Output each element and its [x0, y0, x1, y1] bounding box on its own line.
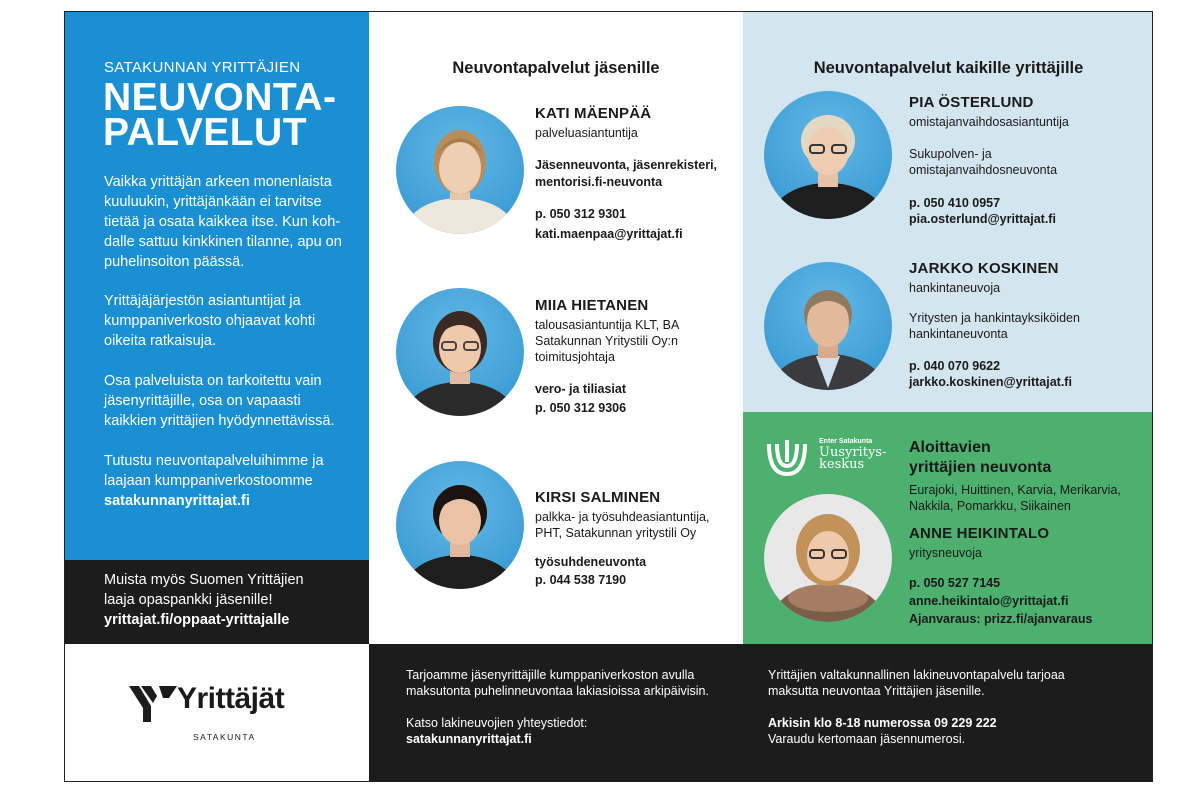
person-name: MIIA HIETANEN	[535, 297, 649, 314]
text-line: puhelinsoiton päässä.	[104, 254, 245, 270]
text-line: Uusyritys-	[819, 445, 887, 460]
text-line: Osa palveluista on tarkoitettu vain	[104, 373, 322, 389]
legal-advice-phone[interactable]: Arkisin klo 8-18 numerossa 09 229 222	[768, 716, 997, 730]
text-line: Yritysten ja hankintayksiköiden	[909, 311, 1080, 325]
logo-area	[65, 644, 369, 782]
guide-bank-link[interactable]: yrittajat.fi/oppaat-yrittajalle	[104, 612, 290, 628]
text-line: Jäsenneuvonta, jäsenrekisteri,	[535, 158, 718, 172]
text-line: Tarjoamme jäsenyrittäjille kumppaniverkoston avulla	[406, 668, 695, 682]
uusyrityskeskus-logo-icon	[765, 438, 809, 478]
startup-advice-panel	[743, 412, 1153, 644]
person-phone[interactable]: p. 044 538 7190	[535, 573, 627, 587]
person-role: palveluasiantuntija	[535, 126, 638, 140]
person-phone[interactable]: p. 040 070 9622	[909, 359, 1001, 373]
text-line: talousasiantuntija KLT, BA	[535, 318, 680, 332]
text-line: Eurajoki, Huittinen, Karvia, Merikarvia,	[909, 483, 1121, 497]
person-photo-kati	[396, 106, 524, 234]
portrait-icon	[764, 91, 892, 219]
text-line: Muista myös Suomen Yrittäjien	[104, 572, 304, 588]
person-phone[interactable]: p. 050 527 7145	[909, 576, 1001, 590]
text-line: keskus	[819, 457, 865, 472]
members-heading: Neuvontapalvelut jäsenille	[452, 59, 660, 77]
text-line: oikeita ratkaisuja.	[104, 333, 217, 349]
text-line: Vaikka yrittäjän arkeen monenlaista	[104, 174, 332, 190]
portrait-icon	[764, 494, 892, 622]
text-line: maksutonta puhelinneuvontaa lakiasioissa arkipäivisin.	[406, 684, 709, 698]
text-line: yrittäjien neuvonta	[909, 459, 1052, 476]
legal-advice-footer	[369, 644, 1153, 782]
person-photo-anne	[764, 494, 892, 622]
intro-paragraph-2	[104, 291, 349, 351]
person-services: työsuhdeneuvonta	[535, 555, 647, 569]
text-line: tietää ja osata kaikkea itse. Kun koh-	[104, 214, 341, 230]
person-email[interactable]: pia.osterlund@yrittajat.fi	[909, 212, 1056, 226]
person-description	[909, 146, 1057, 178]
service-areas	[909, 482, 1121, 514]
person-phone[interactable]: p. 050 312 9306	[535, 401, 627, 415]
text-line: Nakkila, Pomarkku, Siikainen	[909, 499, 1071, 513]
text-line: toimitusjohtaja	[535, 350, 615, 364]
portrait-icon	[396, 461, 524, 589]
person-photo-miia	[396, 288, 524, 416]
text-line: PHT, Satakunnan yritystili Oy	[535, 526, 697, 540]
person-role: hankintaneuvoja	[909, 281, 1001, 295]
person-name: KIRSI SALMINEN	[535, 489, 661, 506]
text-line: Tutustu neuvontapalveluihimme ja	[104, 453, 324, 469]
person-email[interactable]: anne.heikintalo@yrittajat.fi	[909, 594, 1069, 608]
main-title	[103, 76, 337, 154]
main-title-line-1: NEUVONTA-	[103, 76, 337, 119]
person-photo-pia	[764, 91, 892, 219]
person-role	[535, 317, 679, 365]
person-services: vero- ja tiliasiat	[535, 382, 627, 396]
intro-panel	[65, 12, 369, 560]
person-phone[interactable]: p. 050 410 0957	[909, 196, 1001, 210]
logo-text	[819, 447, 886, 471]
booking-link[interactable]: Ajanvaraus: prizz.fi/ajanvaraus	[909, 612, 1093, 626]
portrait-icon	[396, 288, 524, 416]
text-line: hankintaneuvonta	[909, 327, 1008, 341]
person-name: ANNE HEIKINTALO	[909, 525, 1050, 542]
person-role: yritysneuvoja	[909, 546, 982, 560]
all-entrepreneurs-heading: Neuvontapalvelut kaikille yrittäjille	[813, 59, 1084, 77]
logo-wordmark: Yrittäjät	[177, 682, 285, 715]
text-line: Yrittäjien valtakunnallinen lakineuvontapalvelu tarjoaa	[768, 668, 1065, 682]
person-role: omistajanvaihdosasiantuntija	[909, 115, 1069, 129]
person-photo-kirsi	[396, 461, 524, 589]
text-line: jäsenyrittäjille, osa on vapaasti	[104, 393, 301, 409]
person-services	[535, 157, 717, 191]
text-line: mentorisi.fi-neuvonta	[535, 175, 663, 189]
legal-advice-national	[768, 667, 1065, 747]
text-line: dalle sattuu kinkkinen tilanne, apu on	[104, 234, 342, 250]
legal-advice-local	[406, 667, 709, 747]
text-line: Aloittavien	[909, 439, 991, 456]
text-line: Varaudu kertomaan jäsennumerosi.	[768, 732, 966, 746]
guide-bank-box	[65, 560, 369, 644]
intro-paragraph-4	[104, 451, 349, 511]
members-panel	[369, 12, 743, 644]
person-photo-jarkko	[764, 262, 892, 390]
website-link[interactable]: satakunnanyrittajat.fi	[104, 493, 250, 509]
portrait-icon	[764, 262, 892, 390]
person-email[interactable]: jarkko.koskinen@yrittajat.fi	[909, 375, 1072, 389]
text-line: palkka- ja työsuhdeasiantuntija,	[535, 510, 710, 524]
text-line: laajaan kumppaniverkostoomme	[104, 473, 313, 489]
person-email[interactable]: kati.maenpaa@yrittajat.fi	[535, 227, 683, 241]
text-line: Katso lakineuvojien yhteystiedot:	[406, 716, 588, 730]
text-line: laaja opaspankki jäsenille!	[104, 592, 273, 608]
legal-advice-link[interactable]: satakunnanyrittajat.fi	[406, 732, 532, 746]
text-line: kuuluukin, yrittäjänkään ei tarvitse	[104, 194, 322, 210]
text-line: Sukupolven- ja	[909, 147, 992, 161]
person-phone[interactable]: p. 050 312 9301	[535, 207, 627, 221]
text-line: omistajanvaihdosneuvonta	[909, 163, 1058, 177]
intro-paragraph-1	[104, 172, 349, 272]
main-title-line-2: PALVELUT	[103, 111, 308, 154]
intro-paragraph-3	[104, 371, 349, 431]
text-line: Yrittäjäjärjestön asiantuntijat ja	[104, 293, 301, 309]
person-name: KATI MÄENPÄÄ	[535, 105, 652, 122]
portrait-icon	[396, 106, 524, 234]
startup-title	[909, 438, 1051, 478]
person-name: JARKKO KOSKINEN	[909, 260, 1059, 277]
logo-small-text: Enter Satakunta	[819, 438, 873, 445]
guide-bank-text	[104, 570, 304, 630]
text-line: maksutta neuvontaa Yrittäjien jäsenille.	[768, 684, 985, 698]
kicker: SATAKUNNAN YRITTÄJIEN	[104, 59, 301, 76]
logo-subtitle: SATAKUNTA	[193, 732, 256, 742]
text-line: kaikkien yrittäjien hyödynnettävissä.	[104, 413, 335, 429]
poster	[64, 11, 1153, 782]
person-description	[909, 310, 1080, 342]
person-name: PIA ÖSTERLUND	[909, 94, 1034, 111]
text-line: kumppaniverkosto ohjaavat kohti	[104, 313, 316, 329]
person-role	[535, 509, 709, 541]
text-line: Satakunnan Yritystili Oy:n	[535, 334, 678, 348]
all-entrepreneurs-panel	[743, 12, 1153, 412]
